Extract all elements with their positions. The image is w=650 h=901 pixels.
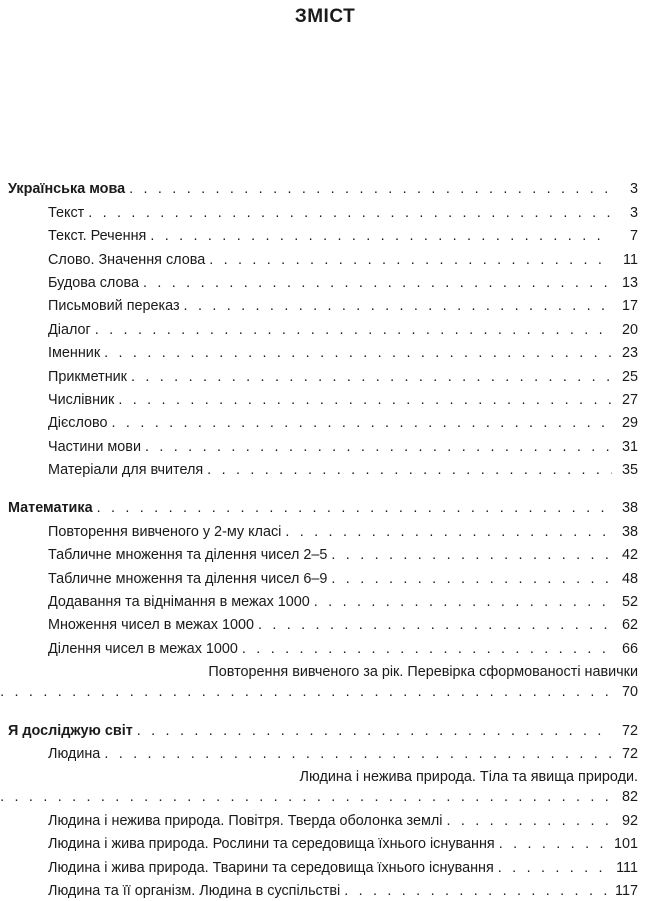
toc-page-number: 20 bbox=[621, 321, 638, 338]
toc-entry-label: Іменник bbox=[48, 345, 101, 362]
toc-entry[interactable] bbox=[8, 542, 638, 565]
toc-leader-dots bbox=[0, 682, 612, 702]
toc-leader-dots bbox=[285, 522, 612, 542]
toc-entry-label: Людина і жива природа. Тварини та середовища їхнього існування bbox=[48, 859, 494, 876]
toc-entry-label: Людина і нежива природа. Повітря. Тверда оболонка землі bbox=[48, 812, 443, 829]
toc-entry[interactable] bbox=[8, 767, 638, 807]
page-title: ЗМІСТ bbox=[294, 6, 356, 27]
toc-page-number: 38 bbox=[621, 523, 638, 540]
toc-entry-label: Будова слова bbox=[48, 274, 139, 291]
toc-page-number: 23 bbox=[621, 345, 638, 362]
toc-page-number: 72 bbox=[621, 722, 638, 739]
toc-entry-label: Слово. Значення слова bbox=[48, 251, 206, 268]
toc-page-number: 52 bbox=[621, 594, 638, 611]
toc-leader-dots bbox=[104, 343, 612, 363]
toc-leader-dots bbox=[498, 858, 612, 878]
toc-leader-dots bbox=[88, 203, 612, 223]
toc-page-number: 13 bbox=[621, 274, 638, 291]
toc-page-number: 7 bbox=[629, 228, 638, 245]
toc-section bbox=[8, 495, 638, 702]
toc-page-number: 38 bbox=[621, 500, 638, 517]
toc-entry[interactable] bbox=[8, 433, 638, 456]
toc-page-number: 29 bbox=[621, 415, 638, 432]
toc-entry-label: Ділення чисел в межах 1000 bbox=[48, 640, 238, 657]
toc-page-number: 3 bbox=[629, 181, 638, 198]
toc-leader-dots bbox=[446, 811, 612, 831]
toc-leader-dots bbox=[118, 390, 612, 410]
toc-page-number: 48 bbox=[621, 570, 638, 587]
toc-entry-last-line bbox=[0, 787, 638, 807]
toc-entry-label: Діалог bbox=[48, 321, 91, 338]
toc-entry-label: Числівник bbox=[48, 391, 115, 408]
toc-entry-label: Людина bbox=[48, 745, 101, 762]
toc-entry[interactable] bbox=[8, 662, 638, 702]
toc-entry-label: Частини мови bbox=[48, 438, 141, 455]
toc-leader-dots bbox=[150, 226, 612, 246]
toc-page-number: 111 bbox=[616, 859, 638, 876]
toc-entry[interactable] bbox=[8, 612, 638, 635]
toc-section-heading[interactable] bbox=[8, 717, 638, 740]
toc-heading-label: Українська мова bbox=[8, 181, 126, 198]
toc-entry-label: Повторення вивченого у 2-му класі bbox=[48, 523, 282, 540]
toc-entry[interactable] bbox=[8, 199, 638, 222]
toc-section bbox=[8, 176, 638, 480]
toc-leader-dots bbox=[242, 639, 612, 659]
toc-leader-dots bbox=[314, 592, 612, 612]
toc-leader-dots bbox=[184, 296, 612, 316]
toc-page-number: 72 bbox=[621, 745, 638, 762]
toc-page-number: 27 bbox=[621, 391, 638, 408]
toc-entry-label-line: Людина і нежива природа. Тіла та явища природи. bbox=[299, 769, 638, 786]
toc-entry[interactable] bbox=[8, 270, 638, 293]
toc-entry-label: Множення чисел в межах 1000 bbox=[48, 617, 254, 634]
toc-heading-label: Я досліджую світ bbox=[8, 722, 133, 739]
toc-entry[interactable] bbox=[8, 293, 638, 316]
toc-page-number: 66 bbox=[621, 640, 638, 657]
toc-leader-dots bbox=[331, 569, 612, 589]
toc-entry[interactable] bbox=[8, 410, 638, 433]
toc-entry-label: Прикметник bbox=[48, 368, 127, 385]
toc-page-number: 117 bbox=[615, 882, 638, 899]
toc-entry[interactable] bbox=[8, 363, 638, 386]
toc-entry-label: Людина та її організм. Людина в суспільстві bbox=[48, 882, 341, 899]
toc-heading-label: Математика bbox=[8, 500, 93, 517]
toc-entry-label: Табличне множення та ділення чисел 6–9 bbox=[48, 570, 328, 587]
toc-leader-dots bbox=[258, 615, 612, 635]
toc-entry-label: Текст bbox=[48, 204, 85, 221]
toc-leader-dots bbox=[97, 498, 612, 518]
toc-page-number: 62 bbox=[621, 617, 638, 634]
toc-leader-dots bbox=[104, 744, 612, 764]
toc-entry[interactable] bbox=[8, 457, 638, 480]
toc-leader-dots bbox=[145, 437, 612, 457]
toc-leader-dots bbox=[0, 787, 612, 807]
toc-entry-last-line bbox=[0, 682, 638, 702]
toc-entry[interactable] bbox=[8, 387, 638, 410]
toc-entry-label: Дієслово bbox=[48, 415, 108, 432]
toc-section-heading[interactable] bbox=[8, 495, 638, 518]
toc-page-number: 3 bbox=[629, 204, 638, 221]
toc-page-number: 70 bbox=[621, 684, 638, 701]
toc-leader-dots bbox=[209, 250, 612, 270]
toc-leader-dots bbox=[131, 367, 612, 387]
toc-entry[interactable] bbox=[8, 831, 638, 854]
toc-entry-label-line: Повторення вивченого за рік. Перевірка сформованості навички bbox=[208, 664, 638, 681]
table-of-contents bbox=[8, 176, 638, 901]
toc-entry[interactable] bbox=[8, 854, 638, 877]
toc-entry-label: Людина і жива природа. Рослини та середовища їхнього існування bbox=[48, 836, 495, 853]
toc-page-number: 17 bbox=[621, 298, 638, 315]
toc-leader-dots bbox=[207, 460, 612, 480]
toc-page-number: 25 bbox=[621, 368, 638, 385]
toc-entry[interactable] bbox=[8, 316, 638, 339]
toc-leader-dots bbox=[499, 834, 610, 854]
toc-entry[interactable] bbox=[8, 635, 638, 658]
toc-entry-label: Табличне множення та ділення чисел 2–5 bbox=[48, 547, 328, 564]
toc-page-number: 101 bbox=[613, 836, 638, 853]
toc-entry[interactable] bbox=[8, 340, 638, 363]
toc-leader-dots bbox=[331, 545, 612, 565]
toc-entry-label: Матеріали для вчителя bbox=[48, 462, 204, 479]
toc-entry-label: Додавання та віднімання в межах 1000 bbox=[48, 594, 310, 611]
toc-leader-dots bbox=[129, 179, 612, 199]
toc-entry[interactable] bbox=[8, 741, 638, 764]
toc-entry[interactable] bbox=[8, 878, 638, 901]
toc-leader-dots bbox=[143, 273, 612, 293]
toc-page-number: 31 bbox=[621, 438, 638, 455]
toc-entry[interactable] bbox=[8, 518, 638, 541]
toc-section-heading[interactable] bbox=[8, 176, 638, 199]
toc-entry[interactable] bbox=[8, 223, 638, 246]
toc-entry[interactable] bbox=[8, 589, 638, 612]
toc-leader-dots bbox=[112, 413, 612, 433]
toc-entry-label: Письмовий переказ bbox=[48, 298, 180, 315]
toc-entry[interactable] bbox=[8, 246, 638, 269]
toc-leader-dots bbox=[344, 881, 611, 901]
toc-page-number: 35 bbox=[621, 462, 638, 479]
toc-entry[interactable] bbox=[8, 807, 638, 830]
toc-leader-dots bbox=[137, 721, 612, 741]
toc-page-number: 11 bbox=[623, 251, 638, 268]
toc-section bbox=[8, 717, 638, 901]
toc-entry[interactable] bbox=[8, 565, 638, 588]
toc-page-number: 92 bbox=[621, 812, 638, 829]
toc-page-number: 82 bbox=[621, 789, 638, 806]
toc-leader-dots bbox=[95, 320, 612, 340]
toc-entry-label: Текст. Речення bbox=[48, 228, 147, 245]
toc-page-number: 42 bbox=[621, 547, 638, 564]
